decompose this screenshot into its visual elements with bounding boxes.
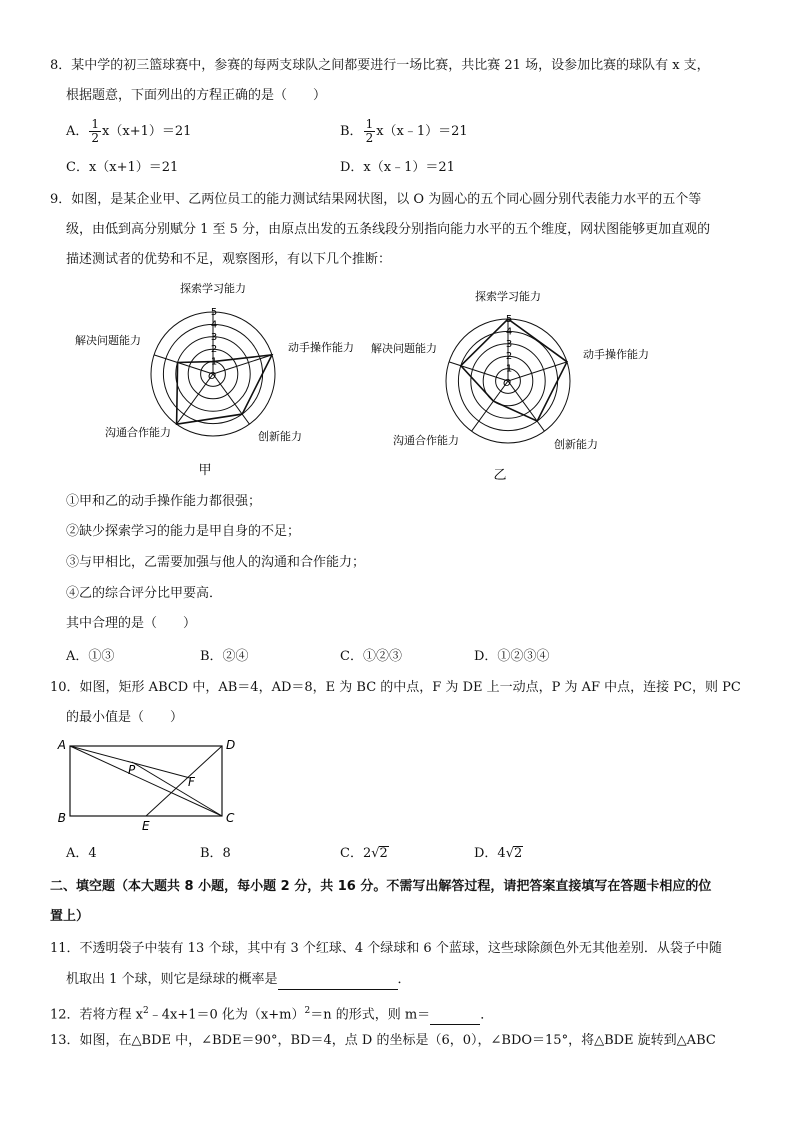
point-d-label: D — [226, 738, 236, 752]
axis-line — [213, 374, 249, 424]
radar-chart-jia — [75, 281, 354, 478]
q10-option-c[interactable]: C．2√2 — [340, 846, 388, 861]
tick-label: 4 — [210, 319, 218, 331]
q9-option-a[interactable]: A．①③ — [66, 649, 115, 664]
section-2-heading-line2: 置上） — [50, 909, 90, 924]
chart-title: 乙 — [493, 468, 507, 483]
axis-line — [449, 362, 508, 381]
q9-statement-3: ③与甲相比，乙需要加强与他人的沟通和合作能力； — [66, 555, 366, 570]
q9-stem-line1: 9．如图，是某企业甲、乙两位员工的能力测试结果网状图，以 O 为圆心的五个同心圆分别代表能力水平的五个等 — [50, 192, 702, 207]
tick-label: 2 — [505, 351, 513, 363]
q9-radar-figures — [0, 276, 794, 486]
origin-label: O — [208, 371, 216, 382]
segment-de — [146, 746, 222, 816]
axis-label: 动手操作能力 — [288, 341, 354, 354]
axis-label: 解决问题能力 — [75, 334, 141, 347]
radar-chart-yi — [371, 289, 649, 483]
q9-statement-1: ①甲和乙的动手操作能力都很强； — [66, 494, 262, 509]
axis-line — [508, 381, 544, 431]
q8-option-a-label: A． — [66, 124, 89, 139]
q9-option-b[interactable]: B．②④ — [200, 649, 249, 664]
q10-rectangle-figure — [56, 736, 276, 836]
q9-option-c[interactable]: C．①②③ — [340, 649, 402, 664]
axis-label: 解决问题能力 — [371, 342, 437, 355]
sqrt-sign: √ — [371, 846, 380, 861]
q9-ask: 其中合理的是（ ） — [66, 616, 197, 631]
tick-label: 1 — [505, 363, 513, 375]
q8-option-d[interactable]: D．x（x﹣1）＝21 — [340, 160, 455, 175]
q8-option-c[interactable]: C．x（x+1）＝21 — [66, 160, 179, 175]
tick-label: 4 — [505, 326, 513, 338]
q10-option-a[interactable]: A．4 — [66, 846, 97, 861]
q9-stem-line2: 级，由低到高分别赋分 1 至 5 分，由原点出发的五条线段分别指向能力水平的五个维度，网状图能够更加直观的 — [66, 222, 711, 237]
axis-label: 动手操作能力 — [583, 348, 649, 361]
point-f-label: F — [188, 775, 195, 789]
q10-option-b[interactable]: B．8 — [200, 846, 231, 861]
segment-ac — [70, 746, 222, 816]
sqrt-sign: √ — [505, 846, 514, 861]
tick-label: 3 — [210, 331, 218, 343]
fraction-half: $\frac{1}{2}$ — [91, 117, 100, 145]
q12-stem: 12．若将方程 $x^2﹣4x+1=0$ 化为$(x+m)^2=n$ 的形式，则 m＝ ． — [50, 1001, 493, 1025]
q9-statement-2: ②缺少探索学习的能力是甲自身的不足； — [66, 524, 301, 539]
chart-title: 甲 — [198, 463, 212, 478]
fraction-half: $\frac{1}{2}$ — [365, 117, 374, 145]
section-2-heading-line1: 二、填空题（本大题共 8 小题，每小题 2 分，共 16 分。不需写出解答过程，请把答案直接填写在答题卡相应的位 — [50, 879, 712, 894]
origin-label: O — [503, 378, 511, 389]
q13-stem-line1: 13．如图，在△BDE 中，∠BDE＝90°，BD＝4，点 D 的坐标是（6，0），∠BDO＝15°，将△BDE 旋转到△ABC — [50, 1033, 716, 1048]
q10-stem-line2: 的最小值是（ ） — [66, 710, 184, 725]
answer-blank[interactable] — [278, 975, 398, 990]
tick-label: 2 — [210, 344, 218, 356]
axis-label: 沟通合作能力 — [393, 434, 459, 447]
point-p-label: P — [128, 763, 136, 777]
point-a-label: A — [57, 738, 66, 752]
tick-label: 5 — [505, 314, 513, 325]
q8-option-a-expr: x（x+1）＝21 — [102, 124, 192, 139]
q9-stem-line3: 描述测试者的优势和不足，观察图形，有以下几个推断： — [66, 252, 392, 267]
point-e-label: E — [142, 819, 150, 833]
tick-label: 3 — [505, 338, 513, 350]
axis-line — [154, 355, 213, 374]
axis-label: 创新能力 — [258, 430, 302, 443]
axis-label: 创新能力 — [554, 438, 598, 451]
q8-option-b[interactable] — [340, 118, 468, 145]
axis-label: 探索学习能力 — [180, 282, 246, 295]
tick-label: 5 — [210, 307, 218, 318]
q11-stem-line2: 机取出 1 个球，则它是绿球的概率是 ． — [66, 970, 411, 990]
q11-stem-line1: 11．不透明袋子中装有 13 个球，其中有 3 个红球、4 个绿球和 6 个蓝球，这些球除颜色外无其他差别．从袋子中随 — [50, 941, 722, 956]
q10-stem-line1: 10．如图，矩形 ABCD 中，AB＝4，AD＝8，E 为 BC 的中点，F 为 DE 上一动点，P 为 AF 中点，连接 PC，则 PC — [50, 680, 741, 695]
segment-pc — [132, 762, 222, 816]
q8-stem-line2: 根据题意，下面列出的方程正确的是（ ） — [66, 88, 327, 103]
q8-option-b-expr: x（x﹣1）＝21 — [376, 124, 468, 139]
q8-option-b-label: B． — [340, 124, 363, 139]
answer-blank[interactable] — [430, 1010, 480, 1025]
q9-option-d[interactable]: D．①②③④ — [474, 649, 550, 664]
point-b-label: B — [57, 811, 66, 825]
q9-statement-4: ④乙的综合评分比甲要高． — [66, 586, 223, 601]
point-c-label: C — [226, 811, 235, 825]
q8-option-a[interactable] — [66, 118, 191, 145]
q10-option-d[interactable]: D．4√2 — [474, 846, 523, 861]
tick-label: 1 — [210, 356, 218, 368]
axis-label: 沟通合作能力 — [105, 426, 171, 439]
q8-stem-line1: 8．某中学的初三篮球赛中，参赛的每两支球队之间都要进行一场比赛，共比赛 21 场，设参加比赛的球队有 x 支， — [50, 58, 710, 73]
axis-label: 探索学习能力 — [475, 290, 541, 303]
